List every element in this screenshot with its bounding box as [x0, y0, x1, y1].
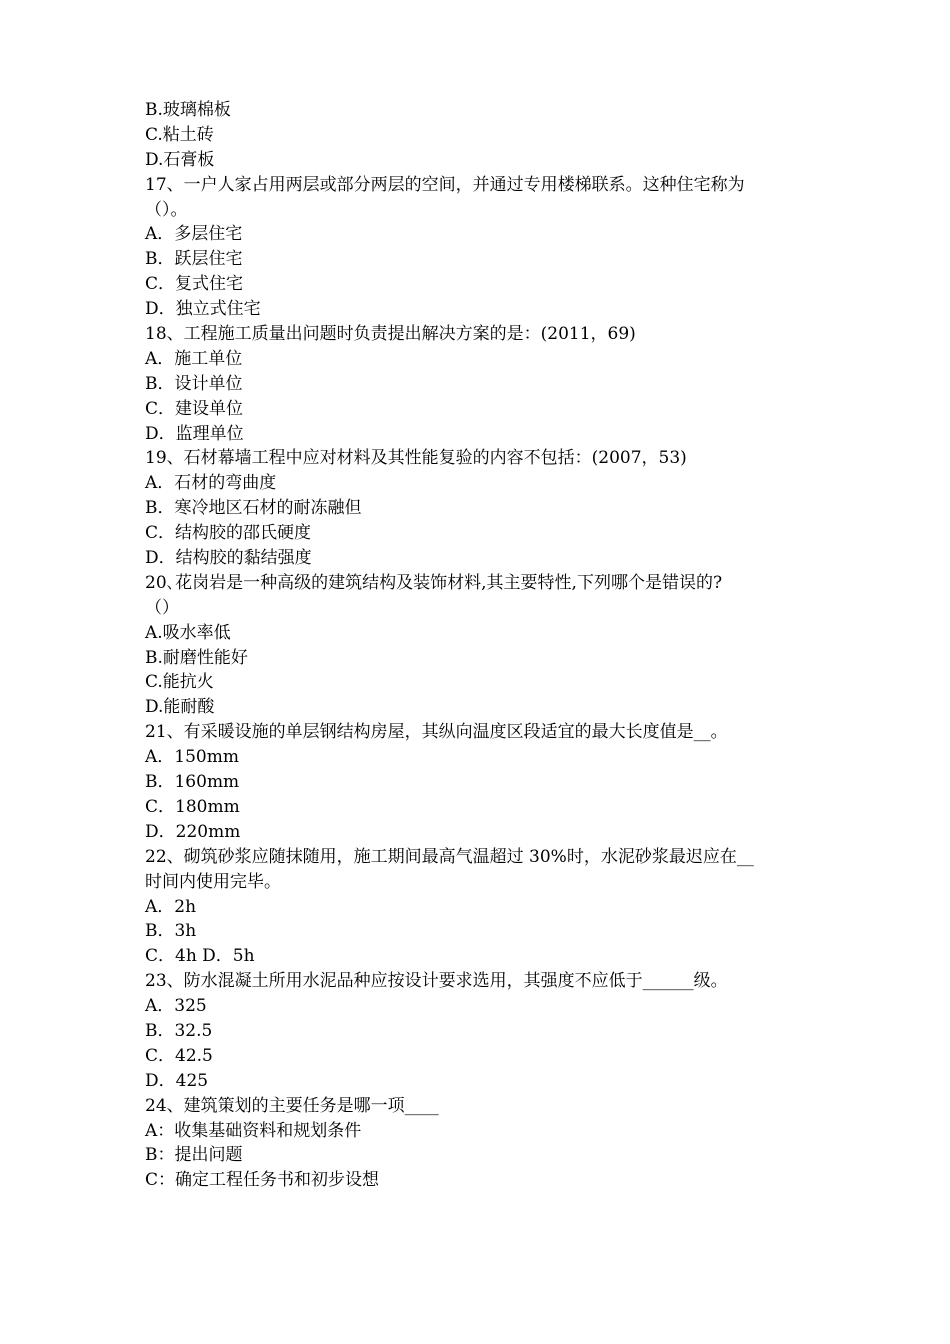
text-line: 19、石材幕墙工程中应对材料及其性能复验的内容不包括：(2007，53)	[145, 448, 687, 469]
text-line: 21、有采暖设施的单层钢结构房屋，其纵向温度区段适宜的最大长度值是__。	[145, 722, 728, 743]
text-line: 24、建筑策划的主要任务是哪一项____	[145, 1095, 439, 1116]
text-line: D.能耐酸	[145, 697, 215, 718]
text-line: C．结构胶的邵氏硬度	[145, 523, 312, 544]
text-line: A．2h	[145, 896, 197, 917]
text-line: B：提出问题	[145, 1145, 243, 1166]
text-line: D．220mm	[145, 821, 241, 842]
text-line: （）	[145, 597, 179, 618]
text-line: C.粘土砖	[145, 124, 214, 145]
text-line: C.能抗火	[145, 672, 214, 693]
document-body	[145, 98, 815, 1193]
text-line: A．325	[145, 996, 207, 1017]
text-line: 23、防水混凝土所用水泥品种应按设计要求选用，其强度不应低于______级。	[145, 971, 728, 992]
text-line: B．跃层住宅	[145, 249, 243, 270]
text-line: D．结构胶的黏结强度	[145, 548, 312, 569]
text-line: 22、砌筑砂浆应随抹随用，施工期间最高气温超过 30%时，水泥砂浆最迟应在__	[145, 846, 754, 867]
text-line: C．4h D．5h	[145, 946, 255, 967]
text-line: B．160mm	[145, 772, 240, 793]
text-line: A：收集基础资料和规划条件	[145, 1120, 362, 1141]
text-line: C．复式住宅	[145, 274, 244, 295]
text-line: B．寒冷地区石材的耐冻融但	[145, 498, 362, 519]
text-line: D.石膏板	[145, 149, 215, 170]
text-line: B．3h	[145, 921, 197, 942]
text-line: D．425	[145, 1070, 209, 1091]
text-line: 18、工程施工质量出问题时负责提出解决方案的是：(2011，69)	[145, 324, 636, 345]
text-line: B.玻璃棉板	[145, 100, 231, 120]
text-line: B.耐磨性能好	[145, 647, 248, 668]
text-line: D．监理单位	[145, 423, 244, 444]
text-line: 17、一户人家占用两层或部分两层的空间，并通过专用楼梯联系。这种住宅称为	[145, 174, 745, 195]
text-line: D．独立式住宅	[145, 299, 261, 320]
text-line: B．32.5	[145, 1020, 213, 1041]
text-line: C．180mm	[145, 796, 240, 817]
text-line: A．石材的弯曲度	[145, 473, 277, 494]
text-line: A．施工单位	[145, 348, 243, 369]
text-line: 20､花岗岩是一种高级的建筑结构及装饰材料,其主要特性,下列哪个是错误的?	[145, 572, 723, 593]
text-line: A.吸水率低	[145, 622, 231, 643]
text-line: C：确定工程任务书和初步设想	[145, 1170, 380, 1191]
text-line: 时间内使用完毕。	[145, 871, 281, 892]
text-line: A．多层住宅	[145, 224, 243, 245]
text-line: A．150mm	[145, 747, 239, 768]
text-line: （）。	[145, 199, 188, 220]
text-line: C．建设单位	[145, 398, 244, 419]
text-line: C．42.5	[145, 1045, 213, 1066]
text-line: B．设计单位	[145, 373, 243, 394]
